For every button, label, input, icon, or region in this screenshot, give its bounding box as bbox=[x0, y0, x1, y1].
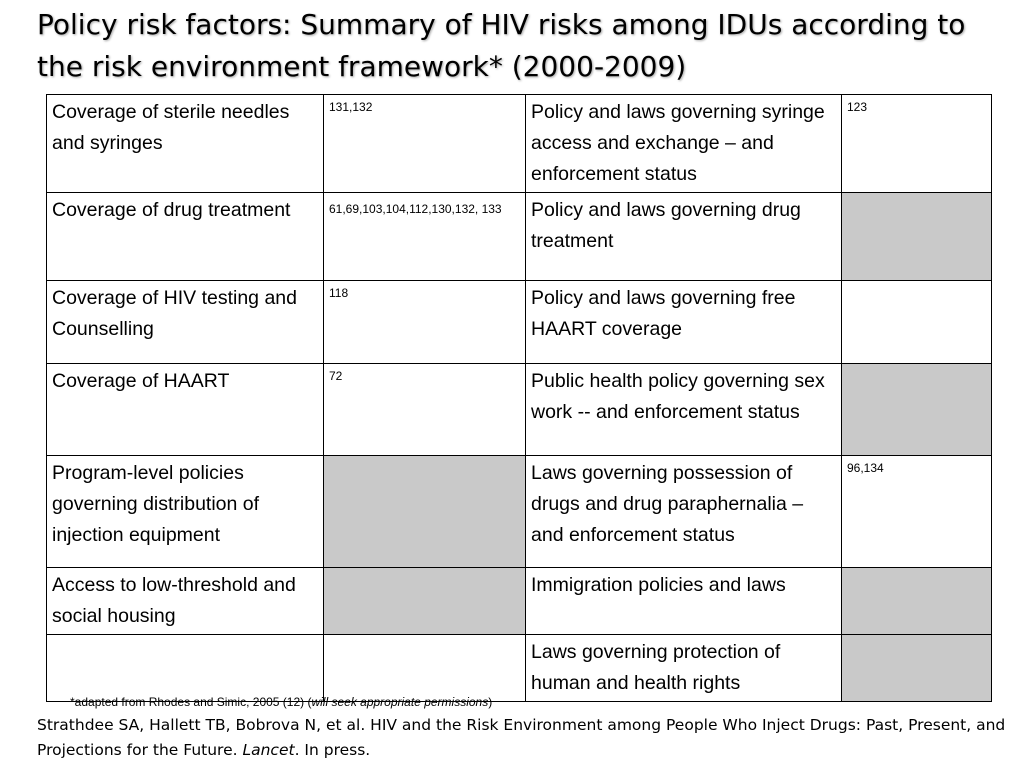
policy-cell: Immigration policies and laws bbox=[526, 568, 842, 635]
reference-cell: 72 bbox=[324, 364, 526, 456]
factor-cell: Program-level policies governing distribution of injection equipment bbox=[47, 456, 324, 568]
factor-cell: Access to low-threshold and social housing bbox=[47, 568, 324, 635]
table-row bbox=[47, 456, 992, 568]
slide-title: Policy risk factors: Summary of HIV risks among IDUs according to the risk environment framework* (2000-2009) bbox=[37, 8, 966, 83]
table-row bbox=[47, 635, 992, 702]
shaded-cell bbox=[324, 568, 526, 635]
policy-cell: Policy and laws governing syringe access and exchange – and enforcement status bbox=[526, 95, 842, 193]
shaded-cell bbox=[842, 635, 992, 702]
shaded-cell bbox=[842, 364, 992, 456]
footnote-suffix: ) bbox=[488, 695, 493, 709]
citation-end: . In press. bbox=[294, 741, 371, 759]
reference-cell: 131,132 bbox=[324, 95, 526, 193]
table-row bbox=[47, 364, 992, 456]
shaded-cell bbox=[842, 568, 992, 635]
citation bbox=[37, 713, 1007, 763]
reference-cell: 96,134 bbox=[842, 456, 992, 568]
table-row bbox=[47, 95, 992, 193]
policy-cell: Public health policy governing sex work -- and enforcement status bbox=[526, 364, 842, 456]
citation-main: Strathdee SA, Hallett TB, Bobrova N, et al. HIV and the Risk Environment among People Who Inject Drugs: Past, Present, and Projections for the Future. bbox=[37, 716, 1006, 759]
policy-cell: Policy and laws governing free HAART coverage bbox=[526, 281, 842, 364]
reference-cell: 118 bbox=[324, 281, 526, 364]
policy-cell: Laws governing protection of human and health rights bbox=[526, 635, 842, 702]
reference-cell: 123 bbox=[842, 95, 992, 193]
table-row bbox=[47, 193, 992, 281]
policy-cell: Policy and laws governing drug treatment bbox=[526, 193, 842, 281]
shaded-cell bbox=[324, 456, 526, 568]
factor-cell: Coverage of drug treatment bbox=[47, 193, 324, 281]
reference-cell bbox=[324, 635, 526, 702]
policy-cell: Laws governing possession of drugs and drug paraphernalia – and enforcement status bbox=[526, 456, 842, 568]
factor-cell bbox=[47, 635, 324, 702]
table-row bbox=[47, 281, 992, 364]
reference-cell: 61,69,103,104,112,130,132, 133 bbox=[324, 193, 526, 281]
factor-cell: Coverage of sterile needles and syringes bbox=[47, 95, 324, 193]
table-row bbox=[47, 568, 992, 635]
footnote-italic: will seek appropriate permissions bbox=[311, 695, 489, 709]
citation-journal: Lancet bbox=[242, 741, 295, 759]
factor-cell: Coverage of HAART bbox=[47, 364, 324, 456]
reference-cell bbox=[842, 281, 992, 364]
footnote-prefix: *adapted from Rhodes and Simic, 2005 (12) ( bbox=[70, 695, 312, 709]
footnote bbox=[70, 695, 492, 709]
shaded-cell bbox=[842, 193, 992, 281]
factor-cell: Coverage of HIV testing and Counselling bbox=[47, 281, 324, 364]
risk-factors-table bbox=[46, 94, 992, 702]
